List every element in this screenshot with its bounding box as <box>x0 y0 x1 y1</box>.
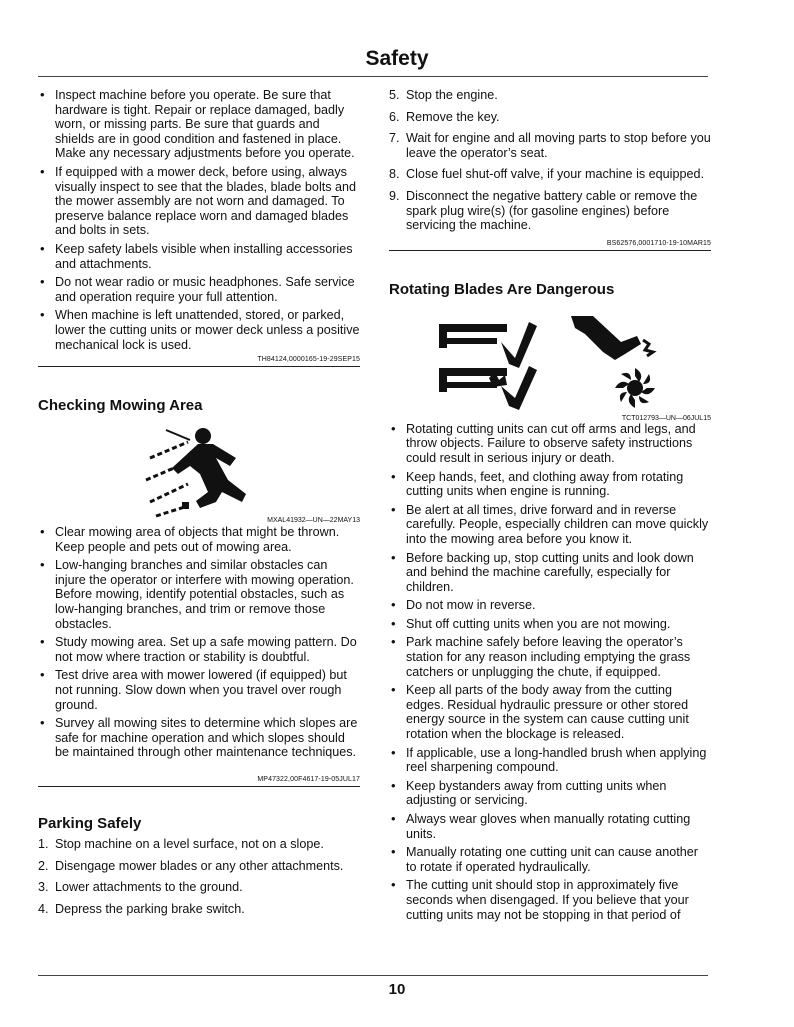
right-column <box>389 88 711 926</box>
list-item: • Always wear gloves when manually rotating cutting units. <box>389 812 711 841</box>
reference-code: TH84124,0000165-19-29SEP15 <box>257 356 360 364</box>
rotating-blades-figure <box>389 316 711 422</box>
header-rule <box>38 76 708 77</box>
list-item <box>38 859 360 874</box>
figure-reference: MXAL41932—UN—22MAY13 <box>267 517 360 525</box>
list-item: • Rotating cutting units can cut off arms and legs, and throw objects. Failure to observe safety instructions could result in serious injury or death. <box>389 422 711 466</box>
step-text: Stop the engine. <box>406 88 498 102</box>
list-item: • Inspect machine before you operate. Be sure that hardware is tight. Repair or replace damaged, badly worn, or missing parts. Be sure that guards and shields are in good condition and fastened in place. Make any necessary adjustments before you operate. <box>38 88 360 161</box>
page-number: 10 <box>388 981 406 998</box>
list-item: • Keep bystanders away from cutting units when adjusting or servicing. <box>389 779 711 808</box>
section-title-rotating-blades: Rotating Blades Are Dangerous <box>389 280 615 298</box>
list-item: • Do not wear radio or music headphones. Safe service and operation require your full attention. <box>38 275 360 304</box>
step-number: 1. <box>38 837 49 851</box>
list-item: • Shut off cutting units when you are not mowing. <box>389 617 711 632</box>
list-item: • Keep all parts of the body away from the cutting edges. Residual hydraulic pressure or other stored energy source in the system can cause cutting unit rotation when the blockage is released. <box>389 683 711 741</box>
parking-steps-continued-list <box>389 88 711 233</box>
list-item: • Manually rotating one cutting unit can cause another to rotate if operated hydraulically. <box>389 845 711 874</box>
intro-bullet-list <box>38 88 360 352</box>
step-number: 7. <box>389 131 400 146</box>
thrown-objects-figure <box>38 422 360 525</box>
step-number: 8. <box>389 167 400 182</box>
list-item: • Keep safety labels visible when installing accessories and attachments. <box>38 242 360 271</box>
list-item: • Survey all mowing sites to determine which slopes are safe for machine operation and which slopes should be maintained through other maintenance techniques. <box>38 716 360 760</box>
rotating-blades-warning-icon <box>389 316 711 416</box>
list-item: • When machine is left unattended, stored, or parked, lower the cutting units or mower deck unless a positive mechanical lock is used. <box>38 308 360 352</box>
step-number: 9. <box>389 188 400 203</box>
step-number: 2. <box>38 858 49 873</box>
list-item <box>38 837 360 852</box>
step-text: Wait for engine and all moving parts to stop before you leave the operator’s seat. <box>406 131 711 160</box>
step-text: Stop machine on a level surface, not on a slope. <box>55 837 324 851</box>
list-item: • Before backing up, stop cutting units and look down and behind the machine carefully, especially for children. <box>389 551 711 595</box>
reference-code: BS62576,0001710-19-10MAR15 <box>606 239 711 247</box>
list-item <box>389 88 711 103</box>
list-item: • Study mowing area. Set up a safe mowing pattern. Do not mow where traction or stability is doubtful. <box>38 635 360 664</box>
list-item: • If applicable, use a long-handled brush when applying reel sharpening compound. <box>389 746 711 775</box>
step-text: Close fuel shut-off valve, if your machine is equipped. <box>406 167 704 182</box>
step-text: Lower attachments to the ground. <box>55 880 243 895</box>
list-item <box>389 167 711 182</box>
list-item: • Keep hands, feet, and clothing away from rotating cutting units when engine is running. <box>389 470 711 499</box>
list-item: • Park machine safely before leaving the operator’s station for any reason including emptying the grass catchers or unplugging the chute, if equipped. <box>389 635 711 679</box>
section-title-checking-mowing-area: Checking Mowing Area <box>38 397 203 415</box>
reference-code: MP47322,00F4617-19-05JUL17 <box>257 776 360 783</box>
step-number: 5. <box>389 88 400 102</box>
section-divider <box>389 250 711 251</box>
footer-rule <box>38 975 708 976</box>
list-item <box>389 131 711 160</box>
list-item: • Do not mow in reverse. <box>389 598 711 613</box>
list-item <box>389 110 711 125</box>
list-item: • Test drive area with mower lowered (if equipped) but not running. Slow down when you travel over rough ground. <box>38 668 360 712</box>
parking-steps-list <box>38 837 360 916</box>
section-divider <box>38 366 360 367</box>
section-divider <box>38 786 360 787</box>
rotating-bullet-list <box>389 422 711 922</box>
step-number: 3. <box>38 880 49 895</box>
thrown-objects-warning-icon <box>38 422 360 520</box>
step-text: Remove the key. <box>406 109 500 124</box>
figure-reference: TCT012793—UN—06JUL15 <box>621 414 711 422</box>
list-item <box>38 902 360 917</box>
left-column <box>38 88 360 923</box>
step-text: Disconnect the negative battery cable or remove the spark plug wire(s) (for gasoline engines) before servicing the machine. <box>406 188 698 233</box>
list-item: • If equipped with a mower deck, before using, always visually inspect to see that the blades, blade bolts and the mower assembly are not worn and damaged. To preserve balance replace worn and damaged blades and bolts in sets. <box>38 165 360 238</box>
step-text: Disengage mower blades or any other attachments. <box>55 858 344 873</box>
list-item <box>389 189 711 233</box>
list-item: • Low-hanging branches and similar obstacles can injure the operator or interfere with mowing operation. Before mowing, identify potential obstacles, such as low-hanging branches, and trim or remove those obstacles. <box>38 558 360 631</box>
step-text: Depress the parking brake switch. <box>55 901 245 916</box>
list-item: • The cutting unit should stop in approximately five seconds when disengaged. If you believe that your cutting units may not be stopping in that period of <box>389 878 711 922</box>
list-item: • Clear mowing area of objects that might be thrown. Keep people and pets out of mowing area. <box>38 525 360 554</box>
list-item <box>38 880 360 895</box>
section-title-parking-safely: Parking Safely <box>38 815 142 832</box>
step-number: 4. <box>38 901 49 916</box>
step-number: 6. <box>389 109 400 124</box>
list-item: • Be alert at all times, drive forward and in reverse carefully. People, especially children can move quickly into the mowing area before you know it. <box>389 503 711 547</box>
checking-bullet-list <box>38 525 360 760</box>
page-title: Safety <box>365 47 429 70</box>
